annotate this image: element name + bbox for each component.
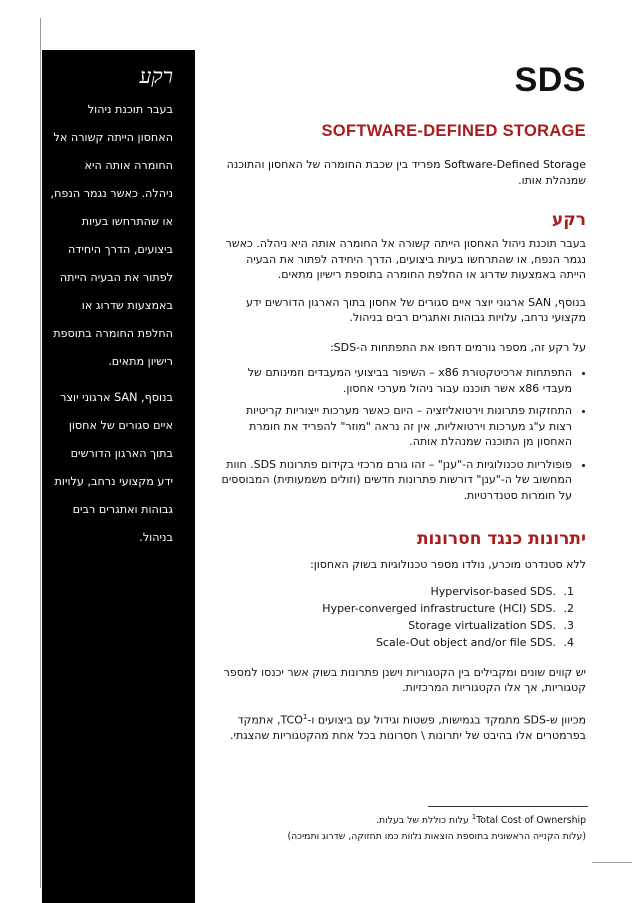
main-content	[220, 60, 586, 743]
pros-text: מכיוון ש-SDS מתמקד בגמישות, פשטות וגידול עם ביצועים ו-TCO	[280, 713, 586, 727]
list-item	[220, 583, 560, 600]
tech-item-text: Hypervisor-based SDS.	[430, 584, 556, 598]
sidebar-line: בניהול.	[139, 531, 173, 544]
list-item	[220, 600, 560, 617]
page-subtitle: SOFTWARE-DEFINED STORAGE	[321, 122, 586, 140]
sidebar-line: ניהלה. כאשר נגמר הנפח,	[50, 187, 173, 200]
sidebar-line: או שהתרחשו בעיות	[81, 215, 173, 228]
sidebar-line: בתוך הארגון הדורשים	[70, 447, 173, 460]
sidebar-line: רישיון מתאים.	[108, 355, 173, 368]
sidebar-line: גבוהות ואתגרים רבים	[72, 503, 173, 516]
sidebar-title: רקע	[139, 64, 173, 88]
list-item: • פופולריות טכנולוגיות ה-"ענן" – זהו גורם מרכזי בקידום פתרונות SDS. חוות המחשוב של ה-"ענן" דורשות פתרונות חדשים (וזולים משמעותית) המבוססים על חומרות סטנדרטיות.	[220, 457, 572, 504]
tech-item-text: Hyper-converged infrastructure (HCI) SDS.	[322, 601, 556, 615]
background-paragraph: על רקע זה, מספר גורמים דחפו את התפתחות ה-SDS:	[329, 340, 586, 354]
sidebar-line: בעבר תוכנת ניהול	[87, 103, 173, 116]
footnote	[268, 811, 586, 843]
intro-paragraph: Software-Defined Storage מפריד בין שכבת החומרה של האחסון והתוכנה שמנהלת אותו.	[226, 158, 586, 187]
footnote-number: 1	[471, 813, 477, 821]
list-item	[220, 634, 560, 651]
sidebar-line: בנוסף, SAN ארגוני יוצר	[60, 391, 173, 404]
page-frame-left	[40, 18, 41, 888]
tech-item-text: Storage virtualization SDS.	[408, 618, 556, 632]
list-item: • התפתחות ארכיטקטורת x86 – השיפור בביצועי המעבדים וזמינותם של מעבדי x86 אשר תוכננו עבור ניהול מערכי אחסון.	[220, 365, 572, 396]
list-item	[220, 617, 560, 634]
background-heading: רקע	[551, 210, 586, 230]
sidebar	[42, 50, 195, 903]
footnote-line: (עלות הקנייה הראשונית בתוספת הוצאות נלוות כמו תחזוקה, שדרוג ותמיכה)	[287, 830, 586, 842]
sidebar-line: ביצועים, הדרך היחידה	[67, 243, 173, 256]
sidebar-line: לפתור את הבעיה הייתה	[59, 271, 173, 284]
page-frame-corner	[592, 862, 632, 863]
pros-text: , אתמקד בפרמטרים אלו בהיבט של יתרונות \ חסרונות בכל אחת מהקטגוריות שהצגתי.	[230, 713, 586, 742]
page-title: SDS	[514, 61, 586, 99]
footnote-text: Total Cost of Ownership עלות כוללת של בעלות.	[376, 815, 586, 827]
list-item: • התחזקות פתרונות וירטואליזציה – היום כאשר מערכות ייצוריות קריטיות רצות ע"ג מערכות וירטואליות, אין זה נראה "מוזר" להפריד את חומרת האחסון מן התוכנה שמנהלת אותה.	[220, 403, 572, 450]
background-paragraph: בנוסף, SAN ארגוני יוצר איים סגורים של אחסון בתוך הארגון הדורשים ידע מקצועי נרחב, עלויות גבוהות ואתגרים רבים בניהול.	[245, 295, 586, 324]
sidebar-line: החלפת החומרה בתוספת	[53, 327, 173, 340]
factors-list	[220, 365, 586, 503]
pros-paragraph	[220, 710, 586, 744]
pros-cons-heading: יתרונות כנגד חסרונות	[416, 529, 586, 549]
sidebar-line: איים סגורים של אחסון	[68, 419, 173, 432]
sidebar-line: האחסון הייתה קשורה אל	[53, 131, 173, 144]
pros-paragraph: ללא סטנדרט מוכרע, נולדו מספר טכנולוגיות בשוק האחסון:	[310, 558, 586, 571]
footnote-ref: 1	[302, 712, 308, 721]
sidebar-line: ידע מקצועי נרחב, עלויות	[54, 475, 173, 488]
sidebar-line: באמצעות שדרוג או	[81, 299, 173, 312]
background-paragraph: בעבר תוכנת ניהול האחסון הייתה קשורה אל החומרה אותה היא ניהלה. כאשר נגמר הנפח, או שהתרחשו בעיות ביצועים, הדרך היחידה לפתור את הבעיה הייתה באמצעות שדרוג או החלפת החומרה בתוספת רישיון מתאים.	[225, 237, 586, 281]
sidebar-line: החומרה אותה היא	[84, 159, 173, 172]
footnote-line	[268, 811, 586, 828]
technologies-list	[220, 583, 586, 651]
pros-paragraph: יש קווים שונים ומקבילים בין הקטגוריות וישנן פתרונות בשוק אשר יכנסו למספר קטגוריות, אך אלו הקטגוריות המרכזיות.	[223, 665, 586, 694]
footnote-divider	[428, 806, 588, 807]
tech-item-text: Scale-Out object and/or file SDS.	[375, 635, 556, 649]
